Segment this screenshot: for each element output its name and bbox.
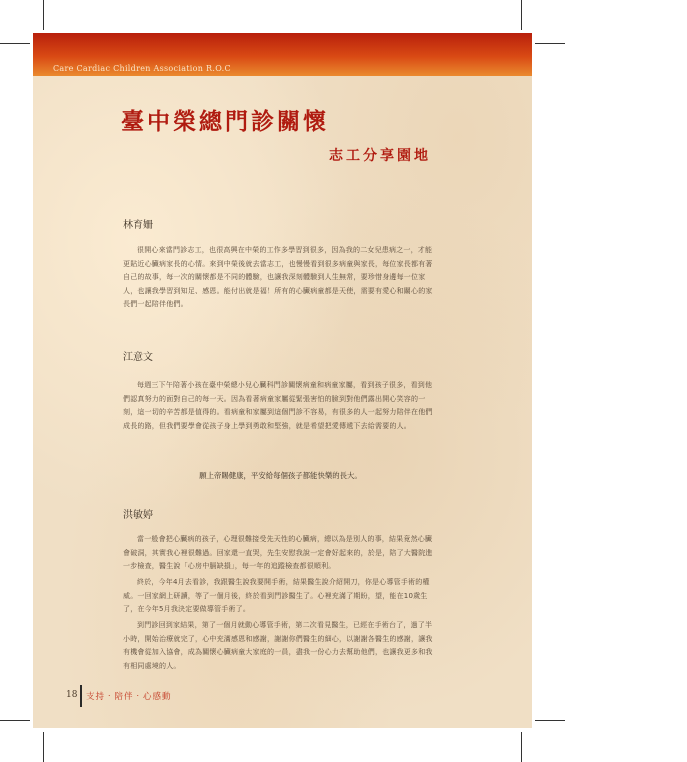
association-name: Care Cardiac Children Association R.O.C [53,64,231,73]
paragraph: 到門診回到家結果，第了一個月就動心導管手術，第二次看見醫生，已經在手術台了，過了半小時，開始治療就完了，心中充滿感恩和感謝，謝謝你們醫生的細心，以謝謝各醫生的感謝，讓我有機會從加入協會，成為關懷心臟病童大家庭的一員，盡我一份心力去幫助他們，也讓我更多和我有相同處境的人。 [123,621,433,670]
author-name: 林育姍 [123,220,153,231]
crop-mark-top-left-h [0,43,30,44]
magazine-page [33,33,532,728]
paragraph: 每週三下午陪著小孩在臺中榮總小兒心臟科門診關懷病童和病童家屬，看到孩子很多，看到他們認真努力的面對自己的每一天。因為看著病童家屬從緊張害怕的臉到對他們露出開心笑容的一刻，這一切的辛苦都是值得的。看病童和家屬到這個門診不容易，有很多的人一起努力陪伴在他們成長的路，但我們要學會從孩子身上學到勇敢和堅強，就是希望把愛傳遞下去給需要的人。 [123,381,433,430]
crop-mark-top-right-h [535,43,565,44]
crop-mark-top-right-v [521,0,522,30]
paragraph: 當一般會把心臟病的孩子，心理很難接受先天性的心臟病，總以為是別人的事，結果竟然心臟會破洞，其實我心裡很難過。回家還一直哭，先生安慰我說一定會好起來的，於是，陪了大醫院進一步檢查，醫生說「心房中膈缺損」，每一年的追蹤檢查都很順利。 [123,535,433,570]
paragraph: 很開心來當門診志工，也很高興在中榮的工作多學習到很多，因為我的二女兒患病之一，才能更貼近心臟病家長的心情。來到中榮後就去當志工，也慢慢看到很多病童與家長，每位家長都有著自己的故事，每一次的關懷都是不同的體驗，也讓我深刻體驗到人生無常，要珍惜身邊每一位家人，也讓我學習到知足、感恩。能付出就是福！所有的心臟病童都是天使，需要有愛心和關心的家長們一起陪伴他們。 [123,246,433,308]
paragraph: 終於，今年4月去看診，我跟醫生說我要開手術，結果醫生說介紹開刀，你是心導管手術的權威。一回家網上研讀，等了一個月後，終於看到門診醫生了。心裡充滿了期盼，望，能在10歲生了，在今年5月我決定要做導管手術了。 [123,578,430,613]
crop-mark-bottom-left-v [43,732,44,762]
crop-mark-bottom-right-v [521,732,522,762]
page-number: 18 [66,690,78,700]
footer-divider [80,685,82,707]
crop-mark-top-left-v [43,0,44,30]
author-name: 江意文 [123,352,153,363]
crop-mark-bottom-left-h [0,720,30,721]
author-name: 洪敏婷 [123,510,153,521]
page-title: 臺中榮總門診關懷 [121,108,329,135]
footer-tagline: 支持‧陪伴‧心感動 [86,692,172,702]
blessing-line: 願上帝賜健康，平安給每個孩子都能快樂的長大。 [199,471,362,480]
crop-mark-bottom-right-h [535,720,565,721]
page-subtitle: 志工分享園地 [329,148,431,164]
